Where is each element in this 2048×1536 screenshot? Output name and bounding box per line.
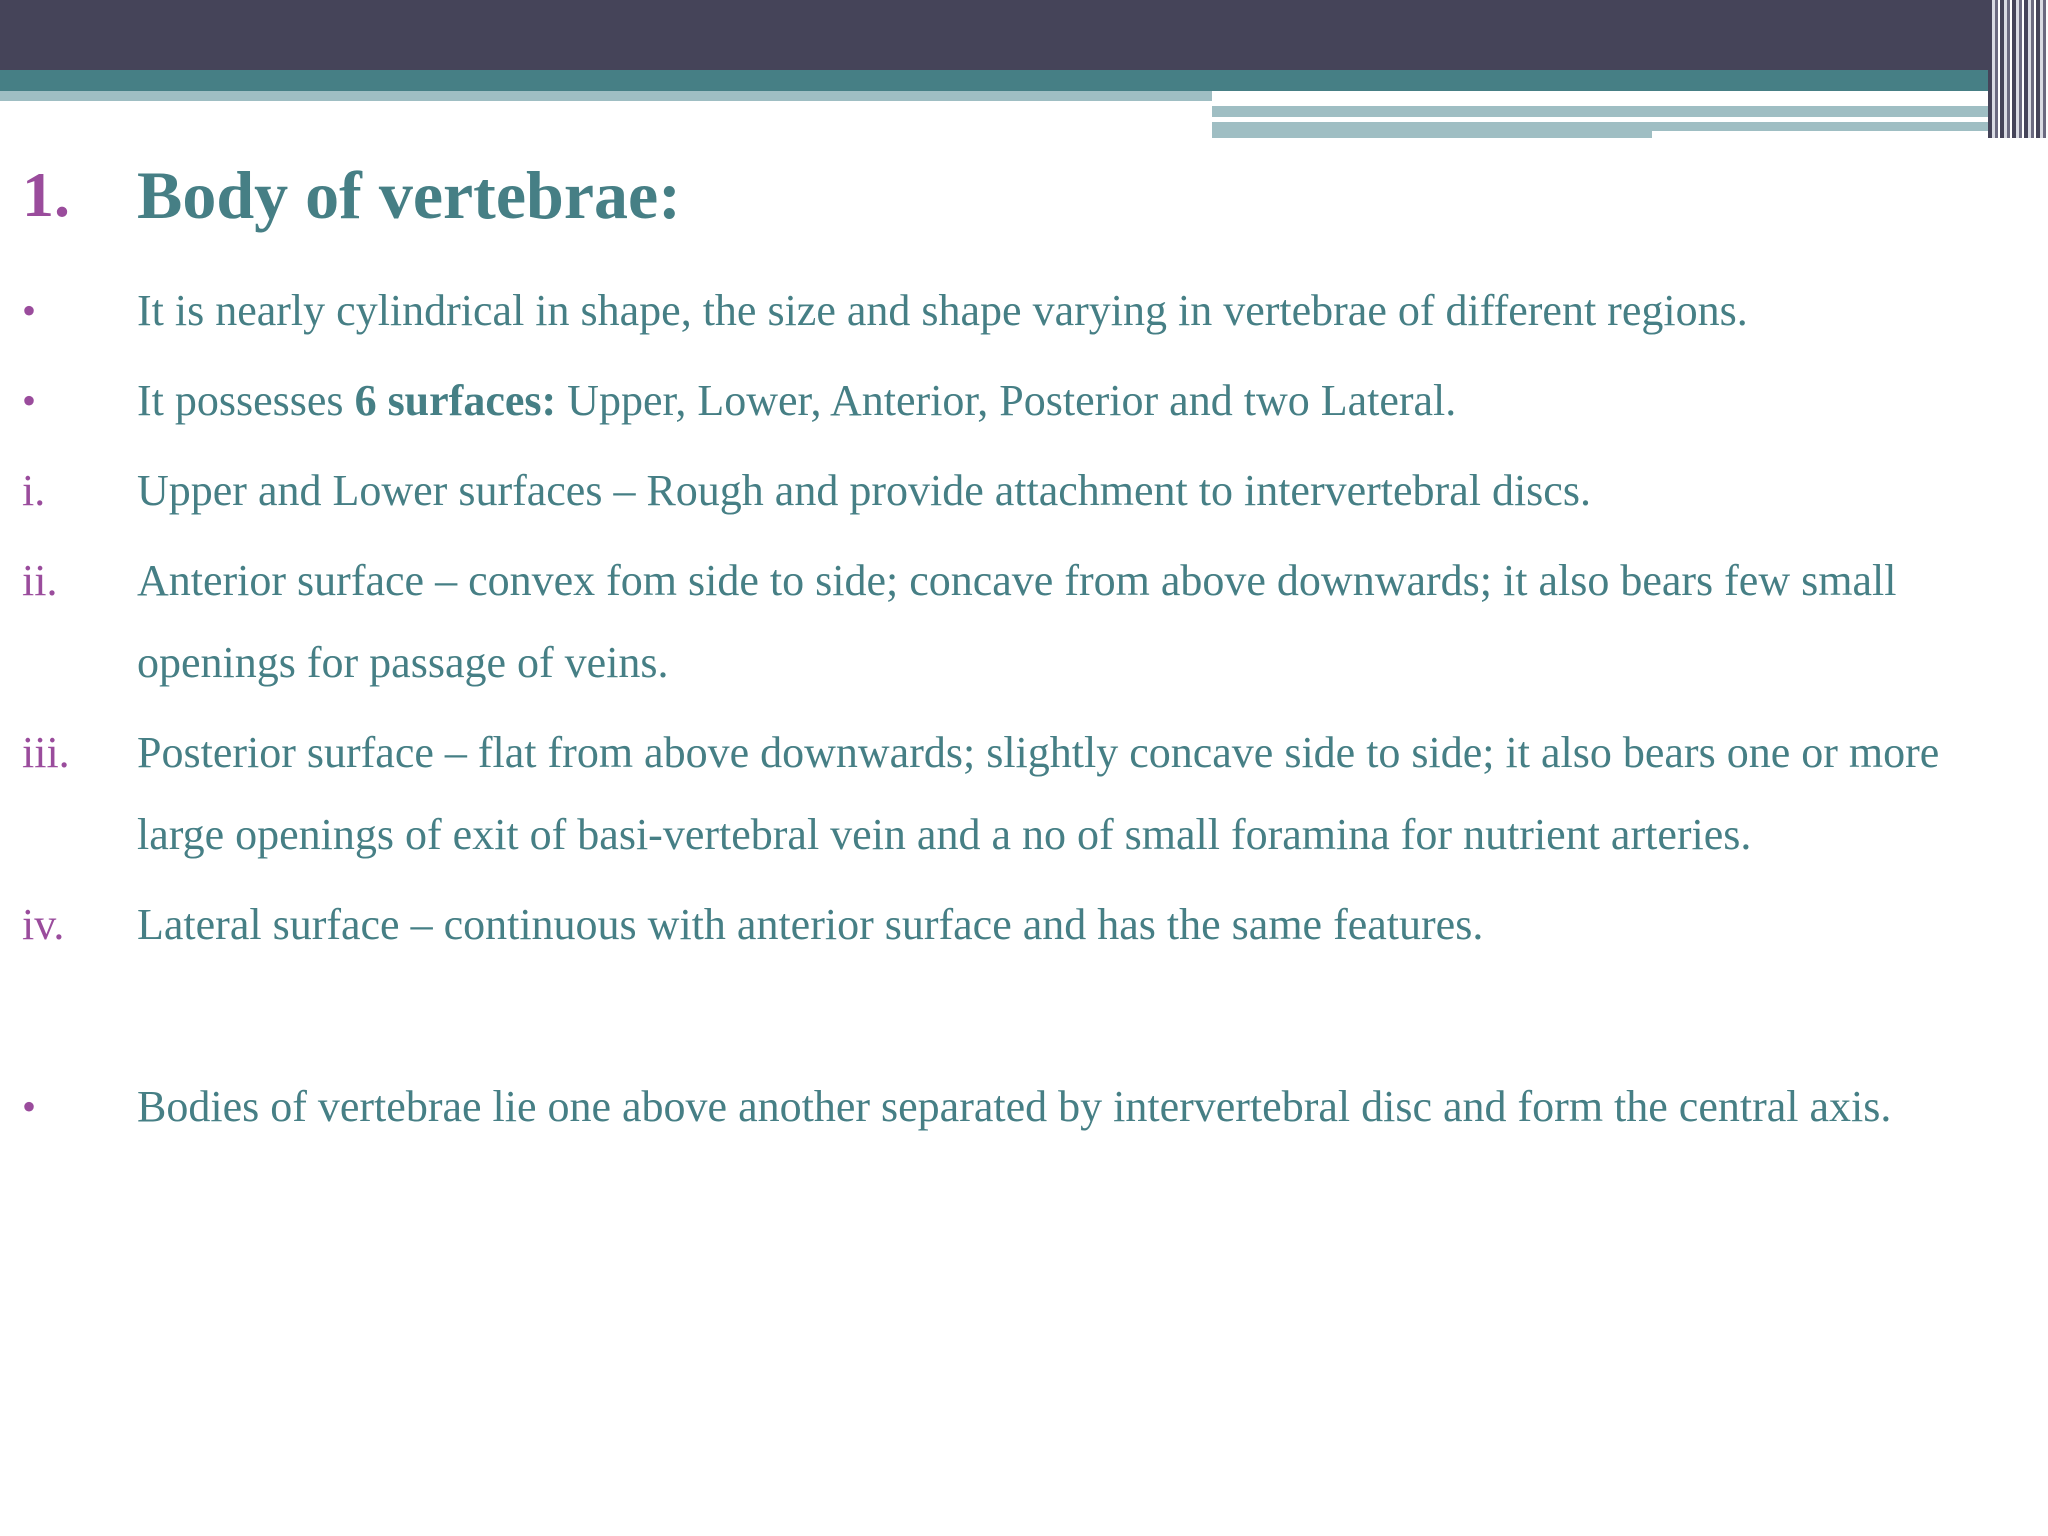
roman-marker: iii. bbox=[22, 728, 70, 777]
bullet-marker: • bbox=[22, 288, 37, 333]
content-list bbox=[22, 270, 2012, 1156]
list-item-text bbox=[137, 360, 2012, 442]
list-item bbox=[22, 712, 2012, 876]
roman-marker: ii. bbox=[22, 556, 58, 605]
list-item bbox=[22, 1066, 2012, 1148]
header-band-white-lower bbox=[1652, 131, 2012, 138]
spacer bbox=[22, 974, 2012, 1066]
roman-marker: i. bbox=[22, 466, 46, 515]
header-stripes bbox=[1988, 0, 2048, 138]
header-band-teal bbox=[0, 70, 2048, 91]
bullet-marker: • bbox=[22, 378, 37, 423]
list-item-text: Lateral surface – continuous with anterior surface and has the same features. bbox=[137, 900, 1484, 949]
text-segment: It possesses bbox=[137, 376, 355, 425]
list-item bbox=[22, 270, 2012, 352]
list-item bbox=[22, 540, 2012, 704]
list-item-text: Anterior surface – convex fom side to side; concave from above downwards; it also bears few small openings for passage of veins. bbox=[137, 556, 1897, 687]
header-band-dark bbox=[0, 0, 2048, 70]
bullet-marker: • bbox=[22, 1084, 37, 1129]
list-item-text: Posterior surface – flat from above downwards; slightly concave side to side; it also bears one or more large openings of exit of basi-vertebral vein and a no of small foramina for nutrient arteries. bbox=[137, 728, 1940, 859]
list-item-text: It is nearly cylindrical in shape, the size and shape varying in vertebrae of different regions. bbox=[137, 286, 1748, 335]
list-item-text: Bodies of vertebrae lie one above another separated by intervertebral disc and form the central axis. bbox=[137, 1082, 1892, 1131]
bold-text: 6 surfaces: bbox=[354, 376, 557, 425]
text-segment: Upper, Lower, Anterior, Posterior and two Lateral. bbox=[556, 376, 1457, 425]
title-text: Body of vertebrae: bbox=[137, 156, 681, 233]
roman-marker: iv. bbox=[22, 900, 65, 949]
title-number: 1. bbox=[22, 159, 70, 230]
list-item bbox=[22, 360, 2012, 442]
list-item-text: Upper and Lower surfaces – Rough and provide attachment to intervertebral discs. bbox=[137, 466, 1591, 515]
slide-title bbox=[22, 150, 681, 240]
header-band-light bbox=[0, 91, 1212, 101]
list-item bbox=[22, 450, 2012, 532]
list-item bbox=[22, 884, 2012, 966]
